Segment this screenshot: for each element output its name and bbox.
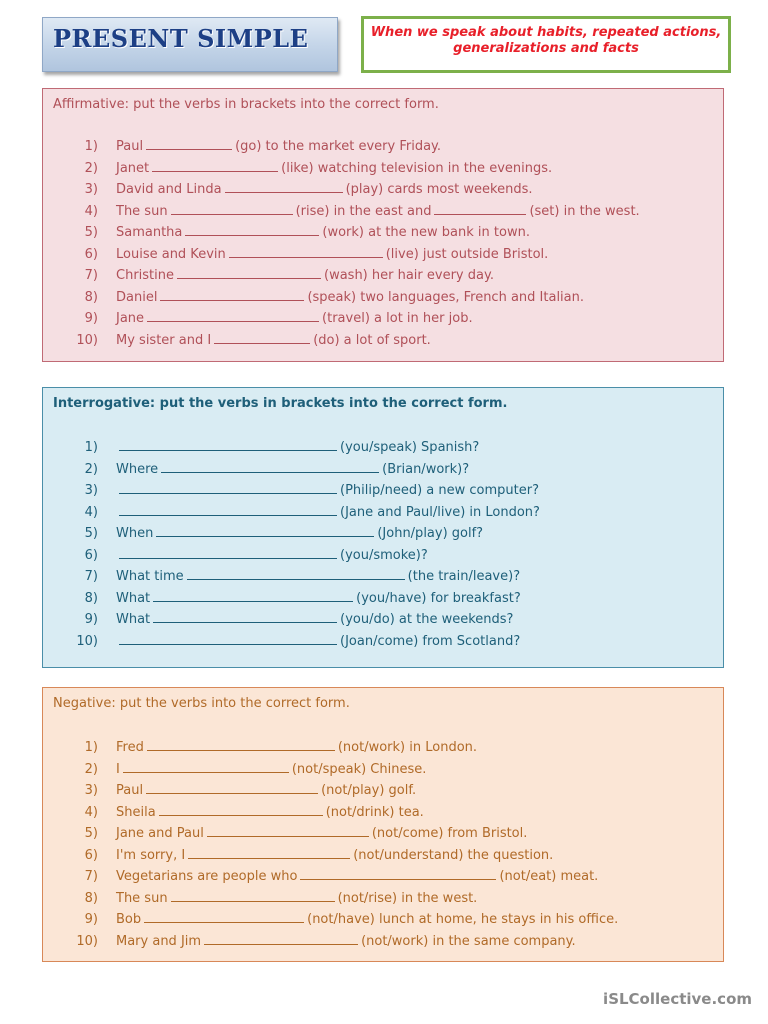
item-number: 7): [84, 268, 98, 283]
answer-blank[interactable]: [214, 331, 310, 344]
item-subject: The sun: [116, 891, 168, 906]
item-number: 3): [84, 483, 98, 498]
exercise-item: [61, 889, 477, 906]
answer-blank[interactable]: [434, 202, 526, 215]
answer-blank[interactable]: [119, 503, 337, 516]
item-subject: Mary and Jim: [116, 934, 202, 949]
exercise-item: [61, 331, 431, 348]
item-subject: What: [116, 612, 151, 627]
item-subject: Fred: [116, 740, 144, 755]
exercise-item: [61, 910, 618, 927]
answer-blank[interactable]: [187, 567, 405, 580]
exercise-item: [61, 781, 416, 798]
item-number: 3): [84, 783, 98, 798]
item-number: 3): [84, 182, 98, 197]
exercise-item: [61, 266, 494, 283]
item-subject: Louise and Kevin: [116, 247, 226, 262]
exercise-item: [61, 846, 553, 863]
affirmative-section: [42, 88, 724, 362]
item-subject: My sister and I: [116, 333, 212, 348]
item-subject: Daniel: [116, 290, 158, 305]
answer-blank[interactable]: [147, 738, 335, 751]
item-prompt: (Brian/work)?: [382, 462, 470, 477]
item-prompt: (not/work) in London.: [337, 740, 478, 755]
item-subject: Christine: [116, 268, 174, 283]
item-prompt: (Philip/need) a new computer?: [340, 483, 540, 498]
item-prompt: (go) to the market every Friday.: [235, 139, 442, 154]
answer-blank[interactable]: [119, 481, 337, 494]
item-subject: I'm sorry, I: [116, 848, 186, 863]
exercise-item: [61, 159, 552, 176]
affirmative-instruction: Affirmative: put the verbs in brackets into the correct form.: [53, 97, 439, 112]
exercise-item: [61, 481, 539, 498]
item-prompt: (travel) a lot in her job.: [322, 311, 473, 326]
answer-blank[interactable]: [160, 288, 304, 301]
item-number: 5): [84, 225, 98, 240]
exercise-item: [61, 803, 424, 820]
item-number: 7): [84, 869, 98, 884]
exercise-item: [61, 632, 520, 649]
answer-blank[interactable]: [204, 932, 358, 945]
item-number: 1): [84, 440, 98, 455]
answer-blank[interactable]: [185, 223, 319, 236]
answer-blank[interactable]: [144, 910, 304, 923]
item-prompt: (not/have) lunch at home, he stays in his office.: [307, 912, 619, 927]
item-number: 2): [84, 161, 98, 176]
negative-section: [42, 687, 724, 962]
item-prompt: (do) a lot of sport.: [313, 333, 431, 348]
item-number: 8): [84, 591, 98, 606]
item-prompt: (speak) two languages, French and Italian.: [307, 290, 585, 305]
item-subject: Where: [116, 462, 159, 477]
answer-blank[interactable]: [156, 524, 374, 537]
item-number: 6): [84, 548, 98, 563]
answer-blank[interactable]: [177, 266, 321, 279]
answer-blank[interactable]: [119, 438, 337, 451]
item-prompt: (not/drink) tea.: [325, 805, 424, 820]
exercise-item: [61, 202, 640, 219]
usage-note-box: [361, 16, 731, 73]
item-prompt: (John/play) golf?: [377, 526, 484, 541]
item-subject: When: [116, 526, 154, 541]
answer-blank[interactable]: [159, 803, 323, 816]
item-number: 9): [84, 912, 98, 927]
item-prompt: (set) in the west.: [529, 204, 640, 219]
page-title: PRESENT SIMPLE: [53, 24, 309, 53]
item-subject: Paul: [116, 783, 144, 798]
item-prompt: (wash) her hair every day.: [324, 268, 494, 283]
interrogative-instruction: Interrogative: put the verbs in brackets into the correct form.: [53, 396, 508, 411]
exercise-item: [61, 223, 530, 240]
exercise-item: [61, 245, 548, 262]
interrogative-section: [42, 387, 724, 668]
item-number: 10): [76, 634, 98, 649]
item-prompt: (not/rise) in the west.: [337, 891, 478, 906]
answer-blank[interactable]: [152, 159, 278, 172]
item-number: 4): [84, 505, 98, 520]
exercise-item: [61, 824, 527, 841]
item-subject: Jane and Paul: [116, 826, 204, 841]
site-watermark: iSLCollective.com: [603, 990, 752, 1008]
item-prompt: (work) at the new bank in town.: [322, 225, 530, 240]
item-subject: Bob: [116, 912, 142, 927]
item-prompt: (like) watching television in the evenings.: [281, 161, 553, 176]
item-subject: What: [116, 591, 151, 606]
answer-blank[interactable]: [123, 760, 289, 773]
item-number: 10): [76, 934, 98, 949]
answer-blank[interactable]: [171, 202, 293, 215]
item-prompt: (Joan/come) from Scotland?: [340, 634, 521, 649]
item-prompt: (not/eat) meat.: [499, 869, 599, 884]
exercise-item: [61, 760, 426, 777]
item-subject: David and Linda: [116, 182, 222, 197]
exercise-item: [61, 546, 428, 563]
exercise-item: [61, 524, 483, 541]
item-number: 2): [84, 462, 98, 477]
item-prompt: (rise) in the east and: [295, 204, 432, 219]
exercise-item: [61, 738, 477, 755]
exercise-item: [61, 610, 513, 627]
item-number: 1): [84, 139, 98, 154]
item-number: 7): [84, 569, 98, 584]
answer-blank[interactable]: [153, 589, 353, 602]
item-number: 4): [84, 805, 98, 820]
item-number: 9): [84, 612, 98, 627]
item-prompt: (not/come) from Bristol.: [371, 826, 528, 841]
title-banner: [42, 17, 338, 72]
exercise-item: [61, 309, 473, 326]
item-subject: Vegetarians are people who: [116, 869, 298, 884]
item-prompt: (not/work) in the same company.: [361, 934, 576, 949]
item-prompt: (you/smoke)?: [340, 548, 428, 563]
answer-blank[interactable]: [300, 867, 496, 880]
answer-blank[interactable]: [188, 846, 350, 859]
item-prompt: (the train/leave)?: [407, 569, 521, 584]
exercise-item: [61, 567, 520, 584]
exercise-item: [61, 438, 479, 455]
answer-blank[interactable]: [229, 245, 383, 258]
answer-blank[interactable]: [153, 610, 337, 623]
item-subject: Samantha: [116, 225, 183, 240]
item-prompt: (Jane and Paul/live) in London?: [340, 505, 540, 520]
negative-instruction: Negative: put the verbs into the correct form.: [53, 696, 350, 711]
answer-blank[interactable]: [161, 460, 379, 473]
item-subject: Janet: [116, 161, 150, 176]
answer-blank[interactable]: [119, 632, 337, 645]
answer-blank[interactable]: [146, 781, 318, 794]
item-subject: Sheila: [116, 805, 156, 820]
item-subject: Jane: [116, 311, 145, 326]
item-number: 5): [84, 526, 98, 541]
exercise-item: [61, 503, 540, 520]
exercise-item: [61, 180, 532, 197]
answer-blank[interactable]: [146, 137, 232, 150]
item-prompt: (you/speak) Spanish?: [340, 440, 480, 455]
item-subject: The sun: [116, 204, 168, 219]
item-number: 5): [84, 826, 98, 841]
item-prompt: (not/play) golf.: [321, 783, 417, 798]
exercise-item: [61, 589, 521, 606]
item-subject: Paul: [116, 139, 144, 154]
answer-blank[interactable]: [225, 180, 343, 193]
item-prompt: (play) cards most weekends.: [345, 182, 533, 197]
item-prompt: (you/have) for breakfast?: [356, 591, 521, 606]
exercise-item: [61, 932, 576, 949]
item-number: 8): [84, 290, 98, 305]
exercise-item: [61, 460, 469, 477]
item-number: 4): [84, 204, 98, 219]
answer-blank[interactable]: [147, 309, 319, 322]
item-number: 6): [84, 848, 98, 863]
item-number: 9): [84, 311, 98, 326]
item-prompt: (you/do) at the weekends?: [340, 612, 514, 627]
usage-note: When we speak about habits, repeated actions, generalizations and facts: [370, 25, 722, 56]
exercise-item: [61, 288, 584, 305]
answer-blank[interactable]: [207, 824, 369, 837]
item-number: 6): [84, 247, 98, 262]
item-prompt: (not/speak) Chinese.: [291, 762, 427, 777]
answer-blank[interactable]: [119, 546, 337, 559]
item-subject: What time: [116, 569, 184, 584]
item-prompt: (not/understand) the question.: [353, 848, 554, 863]
item-number: 10): [76, 333, 98, 348]
answer-blank[interactable]: [171, 889, 335, 902]
item-number: 1): [84, 740, 98, 755]
item-number: 8): [84, 891, 98, 906]
exercise-item: [61, 137, 441, 154]
exercise-item: [61, 867, 598, 884]
item-prompt: (live) just outside Bristol.: [385, 247, 549, 262]
item-number: 2): [84, 762, 98, 777]
item-subject: I: [116, 762, 120, 777]
